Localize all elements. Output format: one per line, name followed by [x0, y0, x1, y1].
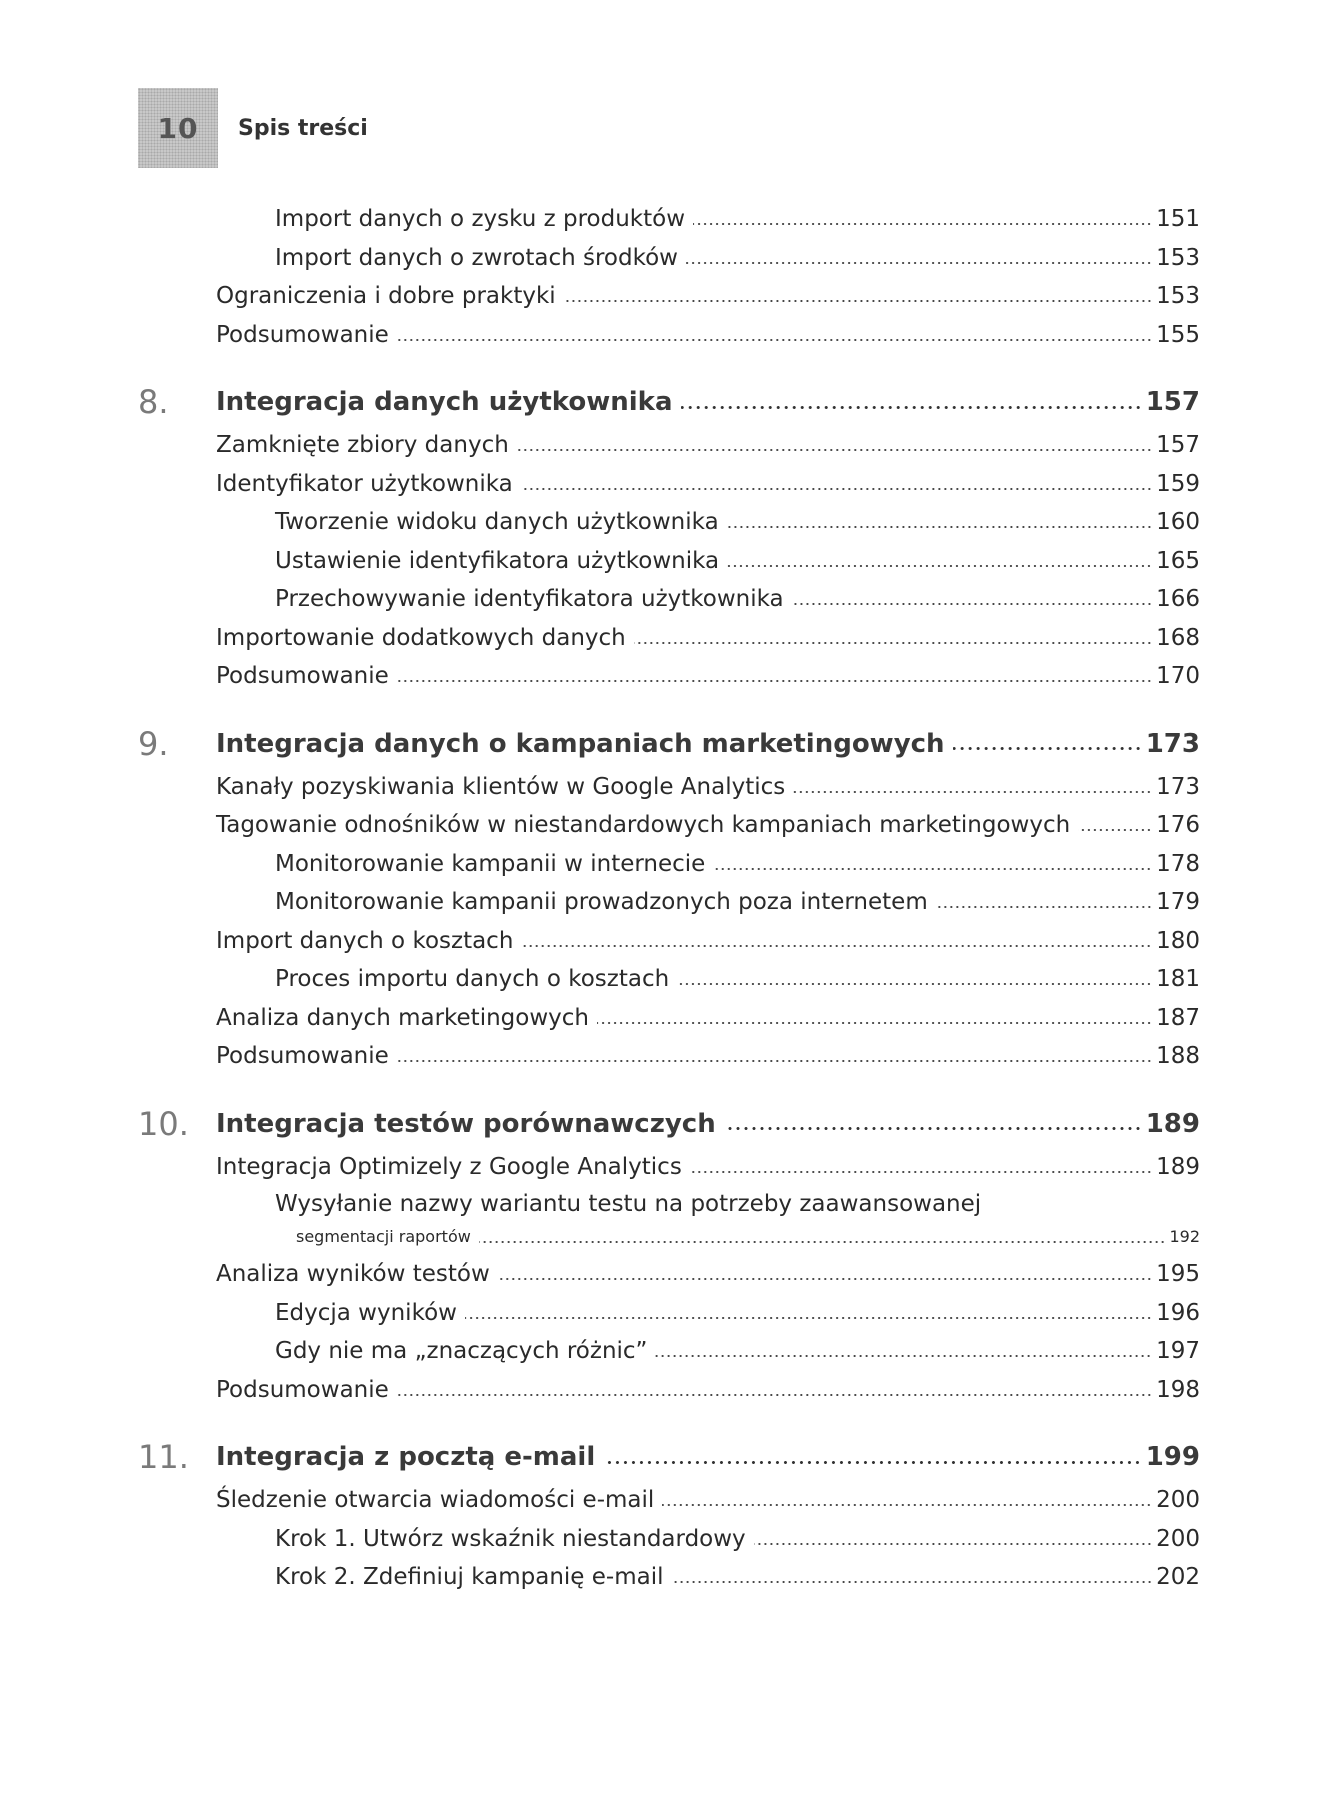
toc-page-number: 181: [1156, 966, 1200, 992]
toc-page-number: 173: [1145, 728, 1200, 759]
dot-leader: [479, 1241, 1166, 1243]
toc-entry-line: [216, 1255, 1200, 1294]
toc-entry-title: Monitorowanie kampanii prowadzonych poza internetem: [275, 883, 936, 922]
toc-entry-line: [216, 619, 1200, 658]
toc-entry-line: [216, 316, 1200, 355]
running-header-title: Spis treści: [238, 115, 368, 141]
toc-entry-title: Analiza danych marketingowych: [216, 999, 597, 1038]
toc-page-number: 166: [1156, 586, 1200, 612]
toc-entry: [0, 200, 1339, 239]
toc-entry: [0, 806, 1339, 845]
dot-leader: [793, 791, 1152, 793]
toc-chapter-entry: [0, 1100, 1339, 1148]
toc-chapter-entry: [0, 1433, 1339, 1481]
dot-leader: [397, 1394, 1152, 1396]
dot-leader: [597, 1022, 1152, 1024]
toc-entry-line: [216, 922, 1200, 961]
chapter-number: 10.: [138, 1104, 189, 1143]
dot-leader: [754, 1543, 1152, 1545]
toc-entry-line: [275, 503, 1200, 542]
dot-leader: [936, 906, 1152, 908]
toc-entry-line: [216, 806, 1200, 845]
toc-page-number: 160: [1156, 509, 1200, 535]
toc-entry-line: [275, 1558, 1200, 1597]
toc-entry: [0, 1520, 1339, 1559]
toc-page-number: 202: [1156, 1564, 1200, 1590]
toc-entry: [0, 1371, 1339, 1410]
toc-page-number: 168: [1156, 624, 1200, 651]
toc-page-number: 159: [1156, 470, 1200, 497]
toc-entry-title: Import danych o kosztach: [216, 922, 521, 961]
dot-leader: [521, 945, 1152, 947]
dot-leader: [713, 868, 1152, 870]
dot-leader: [655, 1355, 1152, 1357]
dot-leader: [677, 983, 1152, 985]
toc-entry: [0, 1255, 1339, 1294]
toc-entry: [0, 277, 1339, 316]
toc-entry-line: [275, 542, 1200, 581]
dot-leader: [498, 1278, 1152, 1280]
toc-entry-line: [275, 1520, 1200, 1559]
toc-chapter-entry: [0, 378, 1339, 426]
toc-entry-line: [275, 580, 1200, 619]
toc-entry-title: Integracja testów porównawczych: [216, 1100, 724, 1148]
dot-leader: [521, 488, 1152, 490]
chapter-number: 9.: [138, 724, 169, 763]
dot-leader: [727, 526, 1152, 528]
toc-page-number: 157: [1145, 387, 1200, 417]
toc-page-number: 176: [1156, 812, 1200, 838]
toc-entry: [0, 1558, 1339, 1597]
toc-entry-title: Zamknięte zbiory danych: [216, 426, 517, 465]
toc-entry-title-line1: Wysyłanie nazwy wariantu testu na potrzeby zaawansowanej: [275, 1191, 982, 1217]
toc-page-number: 153: [1156, 283, 1200, 309]
dot-leader: [397, 680, 1152, 682]
dot-leader: [693, 223, 1152, 225]
toc-entry-title: Integracja Optimizely z Google Analytics: [216, 1148, 690, 1187]
toc-page-number: 178: [1156, 850, 1200, 877]
toc-entry-title: Tworzenie widoku danych użytkownika: [275, 503, 727, 542]
toc-entry-line: [216, 1433, 1200, 1481]
toc-page-number: 189: [1145, 1108, 1200, 1139]
toc-entry-title: Podsumowanie: [216, 657, 397, 696]
toc-entry-title: Integracja danych użytkownika: [216, 378, 681, 426]
toc-entry: [0, 1148, 1339, 1187]
toc-entry-line: [216, 426, 1200, 465]
toc-entry-title: Ograniczenia i dobre praktyki: [216, 277, 564, 316]
toc-page-number: 187: [1156, 1004, 1200, 1031]
toc-page-number: 173: [1156, 773, 1200, 800]
toc-entry: [0, 239, 1339, 278]
dot-leader: [727, 565, 1152, 567]
toc-entry: [0, 503, 1339, 542]
toc-entry-title: Przechowywanie identyfikatora użytkownika: [275, 580, 792, 619]
toc-entry: [0, 657, 1339, 696]
dot-leader: [672, 1581, 1153, 1583]
toc-entry-line: [216, 1148, 1200, 1187]
toc-entry-line: [275, 960, 1200, 999]
toc-page-number: 151: [1156, 206, 1200, 232]
page-header: [138, 88, 368, 168]
toc-entry: [0, 845, 1339, 884]
toc-entry-line: [275, 883, 1200, 922]
chapter-number: 8.: [138, 383, 169, 421]
toc-entry: [0, 1037, 1339, 1076]
toc-page-number: 157: [1156, 432, 1200, 458]
toc-entry-line: [275, 200, 1200, 239]
toc-entry: [0, 768, 1339, 807]
toc-entry-line: [275, 1294, 1200, 1333]
toc-page-number: 179: [1156, 889, 1200, 915]
toc-entry-title: Integracja danych o kampaniach marketingowych: [216, 720, 953, 768]
toc-entry-line: [275, 1332, 1200, 1371]
toc-entry-title: Gdy nie ma „znaczących różnic”: [275, 1332, 655, 1371]
toc-entry-title: Podsumowanie: [216, 1037, 397, 1076]
dot-leader: [686, 262, 1152, 264]
toc-page-number: 200: [1156, 1525, 1200, 1552]
toc-entry-title: Monitorowanie kampanii w internecie: [275, 845, 713, 884]
toc-entry-title: Krok 2. Zdefiniuj kampanię e-mail: [275, 1558, 672, 1597]
toc-entry: [0, 883, 1339, 922]
dot-leader: [792, 603, 1152, 605]
toc-page-number: 188: [1156, 1043, 1200, 1069]
toc-entry-title: Edycja wyników: [275, 1294, 465, 1333]
toc-page-number: 192: [1169, 1227, 1200, 1246]
dot-leader: [397, 339, 1152, 341]
toc-page-number: 195: [1156, 1261, 1200, 1287]
toc-entry-line: [216, 1481, 1200, 1520]
toc-entry-title: Podsumowanie: [216, 1371, 397, 1410]
dot-leader: [634, 642, 1152, 644]
toc-entry-title: Śledzenie otwarcia wiadomości e-mail: [216, 1481, 662, 1520]
dot-leader: [465, 1317, 1152, 1319]
toc-entry: [0, 999, 1339, 1038]
dot-leader: [662, 1504, 1152, 1506]
toc-entry-line: [296, 1219, 1200, 1255]
toc-entry: [0, 619, 1339, 658]
toc-entry-line: [275, 845, 1200, 884]
toc-entry-title: Kanały pozyskiwania klientów w Google Analytics: [216, 768, 793, 807]
toc-entry-line: [216, 999, 1200, 1038]
toc-entry-line: [216, 1037, 1200, 1076]
toc-entry-line: [216, 720, 1200, 768]
toc-page-number: 197: [1156, 1338, 1200, 1364]
table-of-contents: [0, 200, 1339, 1597]
toc-entry-line: [216, 1100, 1200, 1148]
toc-entry: [0, 1294, 1339, 1333]
toc-page-number: 155: [1156, 321, 1200, 348]
dot-leader: [953, 747, 1142, 750]
page-number: 10: [138, 88, 218, 168]
toc-entry-line: [216, 657, 1200, 696]
chapter-number: 11.: [138, 1438, 189, 1476]
toc-page-number: 180: [1156, 927, 1200, 954]
toc-page-number: 199: [1145, 1442, 1200, 1472]
toc-entry: [0, 922, 1339, 961]
toc-entry: [0, 316, 1339, 355]
dot-leader: [564, 300, 1152, 302]
dot-leader: [603, 1461, 1141, 1464]
dot-leader: [681, 406, 1142, 409]
toc-entry: [0, 1186, 1339, 1255]
toc-entry-title: segmentacji raportów: [296, 1219, 479, 1255]
toc-page-number: 165: [1156, 547, 1200, 574]
dot-leader: [690, 1171, 1152, 1173]
toc-entry-title: Podsumowanie: [216, 316, 397, 355]
toc-page-number: 196: [1156, 1299, 1200, 1326]
toc-entry-title: Integracja z pocztą e-mail: [216, 1433, 603, 1481]
dot-leader: [397, 1060, 1152, 1062]
toc-entry: [0, 580, 1339, 619]
toc-entry-line: [216, 465, 1200, 504]
dot-leader: [517, 449, 1152, 451]
toc-entry: [0, 960, 1339, 999]
toc-entry-title: Krok 1. Utwórz wskaźnik niestandardowy: [275, 1520, 754, 1559]
toc-entry-line: [216, 277, 1200, 316]
toc-entry-line: [216, 378, 1200, 426]
toc-entry: [0, 1332, 1339, 1371]
toc-entry: [0, 465, 1339, 504]
toc-entry-title: Tagowanie odnośników w niestandardowych kampaniach marketingowych: [216, 806, 1078, 845]
toc-entry-title: Import danych o zwrotach środków: [275, 239, 686, 278]
toc-page-number: 170: [1156, 663, 1200, 689]
toc-page-number: 198: [1156, 1376, 1200, 1403]
dot-leader: [1078, 829, 1152, 831]
toc-page-number: 200: [1156, 1487, 1200, 1513]
toc-entry-title: Import danych o zysku z produktów: [275, 200, 693, 239]
toc-entry: [0, 542, 1339, 581]
toc-entry-title: Ustawienie identyfikatora użytkownika: [275, 542, 727, 581]
toc-entry: [0, 1481, 1339, 1520]
toc-entry-line: [216, 1371, 1200, 1410]
toc-entry-title: Importowanie dodatkowych danych: [216, 619, 634, 658]
toc-entry: [0, 426, 1339, 465]
toc-chapter-entry: [0, 720, 1339, 768]
toc-entry-title: Proces importu danych o kosztach: [275, 960, 677, 999]
dot-leader: [724, 1127, 1142, 1130]
toc-entry-title: Identyfikator użytkownika: [216, 465, 521, 504]
toc-entry-title: Analiza wyników testów: [216, 1255, 498, 1294]
toc-page-number: 153: [1156, 244, 1200, 271]
toc-entry-line: [275, 239, 1200, 278]
toc-page-number: 189: [1156, 1153, 1200, 1180]
toc-entry-line: [216, 768, 1200, 807]
